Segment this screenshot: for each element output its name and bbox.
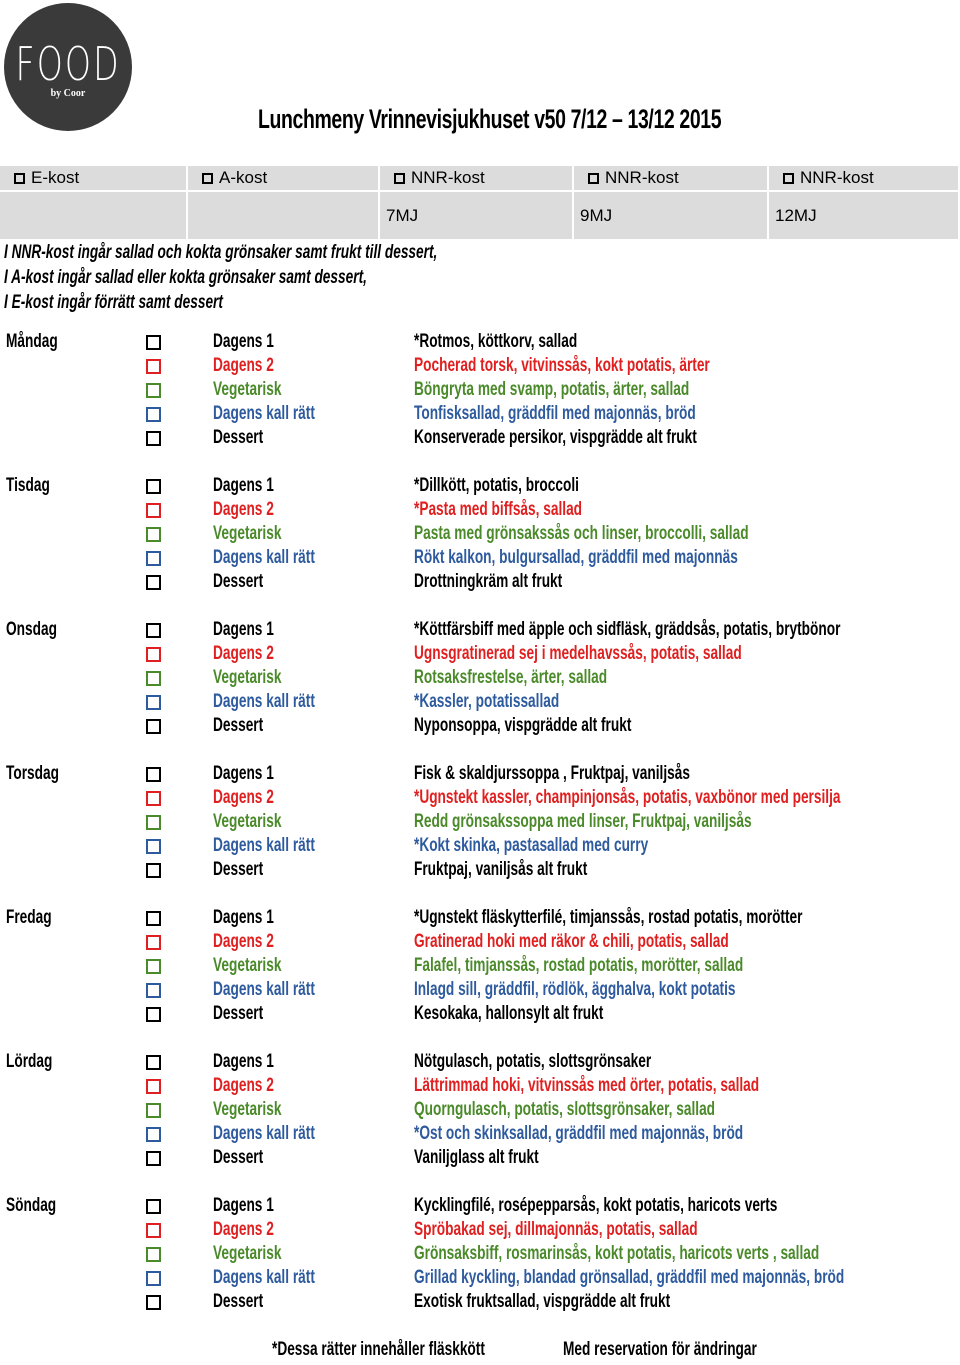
- dish-category: Dagens 1: [213, 907, 274, 928]
- dish-category: Dessert: [213, 1147, 264, 1168]
- menu-row: [0, 906, 960, 930]
- kost-energy: 7MJ: [380, 190, 574, 239]
- dish-description: Nötgulasch, potatis, slottsgrönsaker: [414, 1051, 652, 1072]
- dish-description: Kycklingfilé, rosépepparsås, kokt potatis, haricots verts: [414, 1195, 778, 1216]
- checkbox-icon[interactable]: [146, 647, 161, 662]
- menu-row: [0, 1290, 960, 1314]
- dish-description: Gratinerad hoki med räkor & chili, potatis, sallad: [414, 931, 729, 952]
- menu-row: [0, 1002, 960, 1026]
- kost-option[interactable]: [380, 166, 574, 190]
- menu-row: [0, 330, 960, 354]
- diet-note: I E-kost ingår förrätt samt dessert: [4, 292, 223, 313]
- checkbox-icon[interactable]: [146, 959, 161, 974]
- checkbox-icon[interactable]: [146, 359, 161, 374]
- dish-category: Dessert: [213, 427, 264, 448]
- kost-label: E-kost: [31, 168, 80, 187]
- kost-option[interactable]: [769, 166, 960, 190]
- day-name: Måndag: [6, 331, 58, 352]
- checkbox-icon[interactable]: [146, 431, 161, 446]
- dish-category: Dagens 2: [213, 931, 274, 952]
- day-name: Onsdag: [6, 619, 57, 640]
- kost-label: NNR-kost: [800, 168, 874, 187]
- menu-row: [0, 1194, 960, 1218]
- dish-category: Dessert: [213, 571, 264, 592]
- dish-category: Dagens kall rätt: [213, 403, 315, 424]
- menu-row: [0, 546, 960, 570]
- dish-description: *Kokt skinka, pastasallad med curry: [414, 835, 649, 856]
- kost-energy: 9MJ: [574, 190, 769, 239]
- day-name: Torsdag: [6, 763, 59, 784]
- reservation-note: Med reservation för ändringar: [563, 1339, 757, 1360]
- dish-description: Spröbakad sej, dillmajonnäs, potatis, sallad: [414, 1219, 698, 1240]
- dish-description: Quorngulasch, potatis, slottsgrönsaker, sallad: [414, 1099, 716, 1120]
- diet-type-grid: [0, 166, 960, 239]
- menu-row: [0, 1098, 960, 1122]
- dish-description: Pocherad torsk, vitvinssås, kokt potatis, ärter: [414, 355, 710, 376]
- dish-category: Dagens 1: [213, 1051, 274, 1072]
- dish-category: Dagens 2: [213, 1219, 274, 1240]
- menu-row: [0, 378, 960, 402]
- dish-category: Dagens 2: [213, 1075, 274, 1096]
- dish-description: Tonfisksallad, gräddfil med majonnäs, bröd: [414, 403, 696, 424]
- dish-category: Dessert: [213, 859, 264, 880]
- menu-row: [0, 834, 960, 858]
- checkbox-icon[interactable]: [146, 551, 161, 566]
- menu-row: [0, 690, 960, 714]
- diet-notes: [4, 240, 606, 315]
- checkbox-icon[interactable]: [146, 527, 161, 542]
- kost-energy: 12MJ: [769, 190, 960, 239]
- checkbox-icon[interactable]: [146, 791, 161, 806]
- checkbox-icon[interactable]: [146, 407, 161, 422]
- checkbox-icon[interactable]: [146, 671, 161, 686]
- dish-category: Dessert: [213, 715, 264, 736]
- day-block: [0, 330, 960, 474]
- dish-category: Vegetarisk: [213, 523, 282, 544]
- checkbox-icon[interactable]: [146, 815, 161, 830]
- menu-row: [0, 1146, 960, 1170]
- dish-category: Vegetarisk: [213, 1099, 282, 1120]
- menu-row: [0, 858, 960, 882]
- dish-description: Rotsaksfrestelse, ärter, sallad: [414, 667, 608, 688]
- dish-category: Vegetarisk: [213, 379, 282, 400]
- checkbox-icon[interactable]: [146, 983, 161, 998]
- dish-description: Drottningkräm alt frukt: [414, 571, 563, 592]
- dish-category: Vegetarisk: [213, 811, 282, 832]
- dish-description: Redd grönsakssoppa med linser, Fruktpaj, vaniljsås: [414, 811, 752, 832]
- kost-energy: [0, 190, 188, 239]
- checkbox-icon[interactable]: [146, 935, 161, 950]
- dish-description: Vaniljglass alt frukt: [414, 1147, 539, 1168]
- menu-row: [0, 402, 960, 426]
- checkbox-icon[interactable]: [146, 1007, 161, 1022]
- checkbox-icon[interactable]: [146, 1151, 161, 1166]
- kost-option[interactable]: [188, 166, 380, 190]
- dish-category: Dessert: [213, 1291, 264, 1312]
- menu-row: [0, 714, 960, 738]
- checkbox-icon[interactable]: [146, 695, 161, 710]
- checkbox-icon[interactable]: [588, 173, 599, 184]
- dish-category: Dagens kall rätt: [213, 979, 315, 1000]
- checkbox-icon[interactable]: [146, 1103, 161, 1118]
- diet-note: I A-kost ingår sallad eller kokta grönsaker samt dessert,: [4, 267, 367, 288]
- dish-category: Dagens 1: [213, 763, 274, 784]
- day-name: Fredag: [6, 907, 52, 928]
- menu-row: [0, 474, 960, 498]
- logo-text: FOOD: [15, 36, 121, 91]
- checkbox-icon[interactable]: [146, 1055, 161, 1070]
- dish-category: Vegetarisk: [213, 955, 282, 976]
- checkbox-icon[interactable]: [146, 1079, 161, 1094]
- page-title: Lunchmeny Vrinnevisjukhuset v50 7/12 – 13/12 2015: [258, 104, 722, 134]
- dish-description: Grillad kyckling, blandad grönsallad, gräddfil med majonnäs, bröd: [414, 1267, 845, 1288]
- kost-option[interactable]: [0, 166, 188, 190]
- checkbox-icon[interactable]: [146, 719, 161, 734]
- dish-description: *Ugnstekt kassler, champinjonsås, potatis, vaxbönor med persilja: [414, 787, 841, 808]
- dish-description: Falafel, timjanssås, rostad potatis, morötter, sallad: [414, 955, 744, 976]
- dish-description: Lättrimmad hoki, vitvinssås med örter, potatis, sallad: [414, 1075, 760, 1096]
- dish-description: *Ost och skinksallad, gräddfil med majonnäs, bröd: [414, 1123, 744, 1144]
- menu-row: [0, 354, 960, 378]
- dish-description: Rökt kalkon, bulgursallad, gräddfil med majonnäs: [414, 547, 738, 568]
- day-block: [0, 762, 960, 906]
- day-name: Lördag: [6, 1051, 53, 1072]
- kost-label: NNR-kost: [605, 168, 679, 187]
- dish-description: Ugnsgratinerad sej i medelhavssås, potatis, sallad: [414, 643, 742, 664]
- menu-row: [0, 666, 960, 690]
- dish-category: Dagens 1: [213, 331, 274, 352]
- menu-row: [0, 1218, 960, 1242]
- dish-description: *Ugnstekt fläskytterfilé, timjanssås, rostad potatis, morötter: [414, 907, 803, 928]
- dish-category: Dagens 2: [213, 499, 274, 520]
- dish-description: *Pasta med biffsås, sallad: [414, 499, 583, 520]
- checkbox-icon[interactable]: [146, 911, 161, 926]
- day-block: [0, 1194, 960, 1338]
- dish-description: Nyponsoppa, vispgrädde alt frukt: [414, 715, 632, 736]
- dish-description: Exotisk fruktsallad, vispgrädde alt frukt: [414, 1291, 671, 1312]
- menu-row: [0, 498, 960, 522]
- dish-category: Dagens kall rätt: [213, 547, 315, 568]
- menu-row: [0, 1074, 960, 1098]
- dish-category: Dessert: [213, 1003, 264, 1024]
- checkbox-icon[interactable]: [146, 479, 161, 494]
- checkbox-icon[interactable]: [146, 863, 161, 878]
- checkbox-icon[interactable]: [146, 575, 161, 590]
- dish-category: Dagens 2: [213, 643, 274, 664]
- checkbox-icon[interactable]: [146, 1247, 161, 1262]
- kost-option[interactable]: [574, 166, 769, 190]
- dish-description: *Kassler, potatissallad: [414, 691, 560, 712]
- logo-subtext: by Coor: [50, 87, 86, 99]
- menu-row: [0, 930, 960, 954]
- menu-row: [0, 954, 960, 978]
- dish-category: Dagens 2: [213, 787, 274, 808]
- dish-category: Dagens kall rätt: [213, 1267, 315, 1288]
- checkbox-icon[interactable]: [146, 767, 161, 782]
- day-block: [0, 474, 960, 618]
- checkbox-icon[interactable]: [146, 839, 161, 854]
- kost-energy: [188, 190, 380, 239]
- dish-description: Fisk & skaldjurssoppa , Fruktpaj, vaniljsås: [414, 763, 690, 784]
- menu-row: [0, 1242, 960, 1266]
- dish-description: Inlagd sill, gräddfil, rödlök, ägghalva, kokt potatis: [414, 979, 736, 1000]
- dish-category: Vegetarisk: [213, 667, 282, 688]
- menu-row: [0, 618, 960, 642]
- dish-description: *Köttfärsbiff med äpple och sidfläsk, gräddsås, potatis, brytbönor: [414, 619, 841, 640]
- menu-row: [0, 522, 960, 546]
- food-by-coor-logo: [4, 3, 132, 131]
- dish-description: Kesokaka, hallonsylt alt frukt: [414, 1003, 604, 1024]
- day-name: Söndag: [6, 1195, 57, 1216]
- menu-row: [0, 786, 960, 810]
- checkbox-icon[interactable]: [394, 173, 405, 184]
- diet-note: I NNR-kost ingår sallad och kokta grönsaker samt frukt till dessert,: [4, 242, 438, 263]
- footer: [0, 1339, 960, 1365]
- menu-row: [0, 1266, 960, 1290]
- menu-row: [0, 810, 960, 834]
- dish-description: Konserverade persikor, vispgrädde alt frukt: [414, 427, 697, 448]
- dish-description: *Rotmos, köttkorv, sallad: [414, 331, 578, 352]
- menu-row: [0, 570, 960, 594]
- dish-category: Dagens 1: [213, 475, 274, 496]
- checkbox-icon[interactable]: [202, 173, 213, 184]
- checkbox-icon[interactable]: [146, 335, 161, 350]
- checkbox-icon[interactable]: [146, 1199, 161, 1214]
- menu-row: [0, 426, 960, 450]
- pork-note: *Dessa rätter innehåller fläskkött: [272, 1339, 485, 1360]
- day-block: [0, 906, 960, 1050]
- menu-row: [0, 1122, 960, 1146]
- dish-description: Grönsaksbiff, rosmarinsås, kokt potatis, haricots verts , sallad: [414, 1243, 820, 1264]
- dish-description: *Dillkött, potatis, broccoli: [414, 475, 579, 496]
- dish-description: Fruktpaj, vaniljsås alt frukt: [414, 859, 588, 880]
- kost-label: A-kost: [219, 168, 268, 187]
- menu-row: [0, 1050, 960, 1074]
- checkbox-icon[interactable]: [146, 623, 161, 638]
- checkbox-icon[interactable]: [146, 1295, 161, 1310]
- dish-category: Dagens 2: [213, 355, 274, 376]
- checkbox-icon[interactable]: [783, 173, 794, 184]
- day-block: [0, 1050, 960, 1194]
- checkbox-icon[interactable]: [146, 503, 161, 518]
- dish-category: Dagens 1: [213, 619, 274, 640]
- dish-description: Pasta med grönsakssås och linser, broccolli, sallad: [414, 523, 749, 544]
- menu-row: [0, 978, 960, 1002]
- dish-description: Böngryta med svamp, potatis, ärter, sallad: [414, 379, 690, 400]
- dish-category: Dagens 1: [213, 1195, 274, 1216]
- day-block: [0, 618, 960, 762]
- weekly-menu: [0, 330, 960, 1338]
- checkbox-icon[interactable]: [146, 1127, 161, 1142]
- dish-category: Vegetarisk: [213, 1243, 282, 1264]
- dish-category: Dagens kall rätt: [213, 835, 315, 856]
- dish-category: Dagens kall rätt: [213, 691, 315, 712]
- dish-category: Dagens kall rätt: [213, 1123, 315, 1144]
- checkbox-icon[interactable]: [146, 1223, 161, 1238]
- menu-row: [0, 642, 960, 666]
- checkbox-icon[interactable]: [146, 383, 161, 398]
- checkbox-icon[interactable]: [146, 1271, 161, 1286]
- kost-label: NNR-kost: [411, 168, 485, 187]
- day-name: Tisdag: [6, 475, 50, 496]
- menu-row: [0, 762, 960, 786]
- checkbox-icon[interactable]: [14, 173, 25, 184]
